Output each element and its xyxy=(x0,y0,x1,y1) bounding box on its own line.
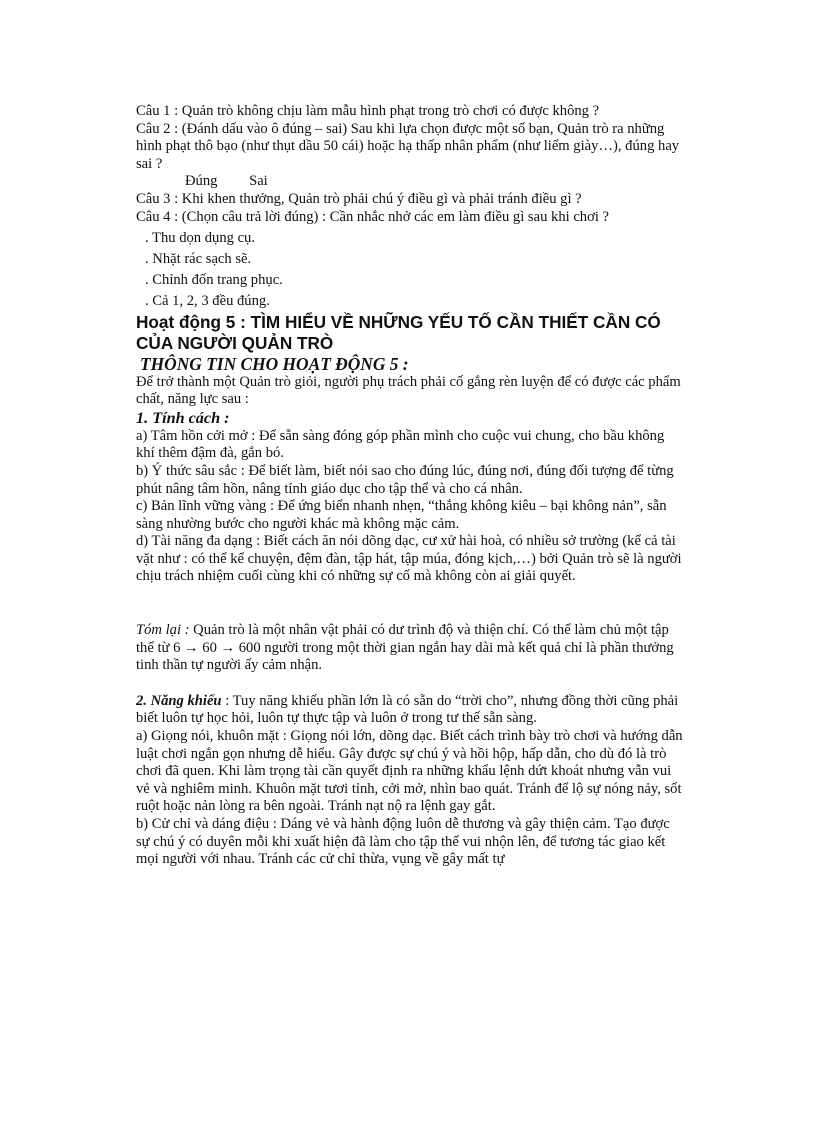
section-2-item-b: b) Cử chỉ và dáng điệu : Dáng vẻ và hành động luôn dễ thương và gây thiện cảm. Tạo được sự chú ý có duyên mỗi khi xuất hiện đã làm cho tập thể vui nhộn lên, để tương tác giao kết mọi người với nhau. Tránh các cử chỉ thừa, vụng về gây mất tự xyxy=(136,816,670,868)
question-4-option-1: . Thu dọn dụng cụ. xyxy=(145,229,255,246)
document-page xyxy=(136,103,684,869)
section-1-item-b: b) Ý thức sâu sắc : Để biết làm, biết nói sao cho đúng lúc, đúng nơi, đúng đối tượng để từng phút nâng tâm hồn, nâng tính giáo dục cho tập thể và cho cá nhân. xyxy=(136,462,674,497)
summary-label: Tóm lại : xyxy=(136,622,190,639)
summary-paragraph xyxy=(136,622,684,675)
section-1-heading: 1. Tính cách : xyxy=(136,408,230,427)
question-2-answers: Đúng Sai xyxy=(185,173,268,190)
question-4: Câu 4 : (Chọn câu trả lời đúng) : Cần nhắc nhở các em làm điều gì sau khi chơi ? xyxy=(136,208,609,225)
question-1: Câu 1 : Quản trò không chịu làm mẫu hình phạt trong trò chơi có được không ? xyxy=(136,103,600,119)
section-1-item-d: d) Tài năng đa dạng : Biết cách ăn nói dõng dạc, cư xử hài hoà, có nhiều sở trường (kể cả tài vặt như : có thể kể chuyện, đệm đàn, tập hát, tập múa, đóng kịch,…) bởi Quản trò sẽ là người chịu trách nhiệm cuối cùng khi có những sự cố mà không còn ai giải quyết. xyxy=(136,533,682,585)
question-3: Câu 3 : Khi khen thưởng, Quản trò phải chú ý điều gì và phải tránh điều gì ? xyxy=(136,190,582,207)
summary-text: Quản trò là một nhân vật phải có dư trình độ và thiện chí. Có thể làm chủ một tập thể từ 6 → 60 → 600 người trong một thời gian ngắn hay dài mà kết quả chỉ là phần thưởng tinh thần tự người ấy cảm nhận. xyxy=(136,622,674,674)
section-2-heading: 2. Năng khiếu xyxy=(136,692,222,709)
section-2-item-a: a) Giọng nói, khuôn mặt : Giọng nói lớn, dõng dạc. Biết cách trình bày trò chơi và hướng dẫn luật chơi ngắn gọn nhưng dễ hiểu. Gây được sự chú ý và hồi hộp, hấp dẫn, cho dù đó là trò chơi đã quen. Khi làm trọng tài cần quyết định ra những khẩu lệnh dứt khoát nhưng vẫn vui vẻ và nghiêm minh. Khuôn mặt tươi tỉnh, cởi mở, nhìn bao quát. Tránh để lộ sự nóng nảy, sốt ruột hoặc nản lòng ra bên ngoài. Tránh nạt nộ ra lệnh gay gắt. xyxy=(136,728,683,815)
section-1-item-a: a) Tâm hồn cởi mở : Để sẵn sàng đóng góp phần mình cho cuộc vui chung, cho bầu không khí thêm đậm đà, gắn bó. xyxy=(136,427,665,462)
question-4-option-4: . Cả 1, 2, 3 đều đúng. xyxy=(145,292,270,309)
activity-5-info-heading: THÔNG TIN CHO HOẠT ĐỘNG 5 : xyxy=(140,353,409,374)
question-4-option-2: . Nhặt rác sạch sẽ. xyxy=(145,250,252,267)
section-1-item-c: c) Bản lĩnh vững vàng : Để ứng biến nhanh nhẹn, “thắng không kiêu – bại không nản”, sẵn sàng nhường bước cho người khác mà không mặc cảm. xyxy=(136,498,667,532)
question-2: Câu 2 : (Đánh dấu vào ô đúng – sai) Sau khi lựa chọn được một số bạn, Quản trò ra những hình phạt thô bạo (như thụt dầu 50 cái) hoặc hạ thấp nhân phẩm (như liếm giày…), đúng hay sai ? xyxy=(136,120,680,172)
activity-5-heading: Hoạt động 5 : TÌM HIỂU VỀ NHỮNG YẾU TỐ CẦN THIẾT CẦN CÓ CỦA NGƯỜI QUẢN TRÒ xyxy=(136,311,661,353)
section-2-paragraph xyxy=(136,693,684,728)
section-2-intro: : Tuy năng khiếu phần lớn là có sẵn do “trời cho”, nhưng đồng thời cũng phải biết luôn tự học hỏi, luôn tự thực tập và luôn ở trong tư thế sẵn sàng. xyxy=(136,692,679,727)
question-4-option-3: . Chỉnh đốn trang phục. xyxy=(145,271,283,288)
activity-5-intro: Để trở thành một Quản trò giỏi, người phụ trách phải cố gắng rèn luyện để có được các phẩm chất, năng lực sau : xyxy=(136,373,681,408)
